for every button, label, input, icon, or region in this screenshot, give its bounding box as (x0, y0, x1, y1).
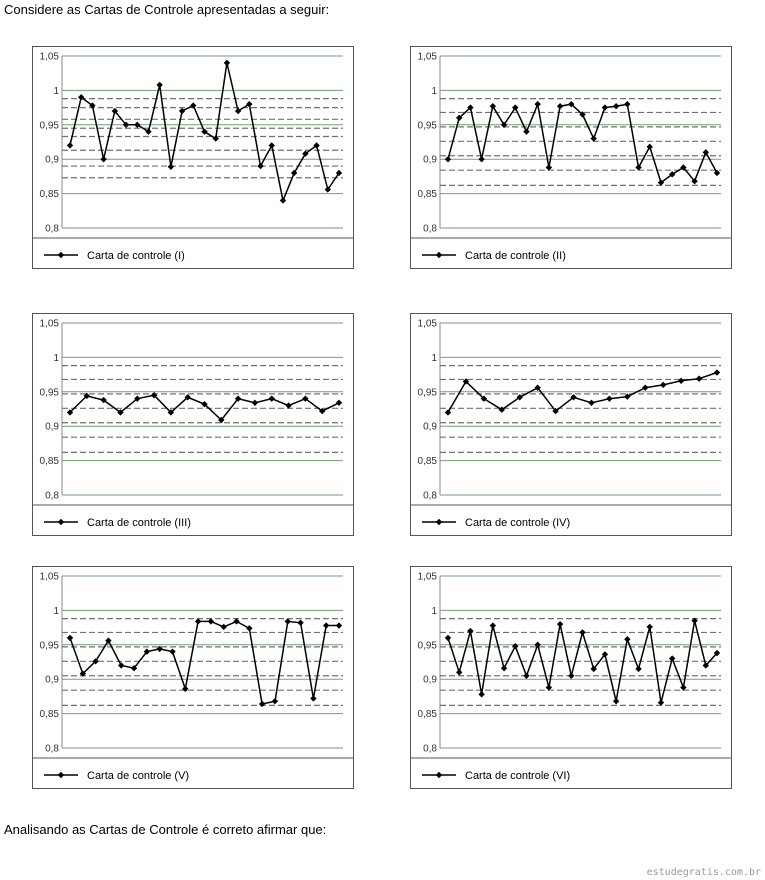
y-tick-label: 0,8 (423, 743, 437, 755)
watermark: estudegratis.com.br (646, 867, 761, 878)
y-tick-label: 0,85 (39, 709, 59, 721)
control-chart-2 (410, 46, 732, 269)
y-tick-label: 0,8 (45, 743, 59, 755)
y-tick-label: 1,05 (39, 51, 59, 63)
y-tick-label: 0,85 (417, 709, 437, 721)
legend-label: Carta de controle (II) (465, 250, 566, 262)
question-text: Analisando as Cartas de Controle é correto afirmar que: (4, 822, 327, 837)
chart-frame (33, 47, 354, 269)
y-tick-label: 0,9 (423, 421, 437, 433)
chart-svg (410, 566, 732, 789)
y-tick-label: 0,95 (39, 640, 59, 652)
legend-label: Carta de controle (I) (87, 250, 185, 262)
y-tick-label: 1,05 (417, 571, 437, 583)
y-tick-label: 0,95 (39, 120, 59, 132)
legend-label: Carta de controle (V) (87, 770, 190, 782)
control-chart-1 (32, 46, 354, 269)
y-tick-label: 1 (431, 605, 437, 617)
y-tick-label: 0,9 (45, 154, 59, 166)
y-tick-label: 0,8 (45, 490, 59, 502)
y-tick-label: 0,95 (417, 120, 437, 132)
y-tick-label: 0,85 (417, 189, 437, 201)
y-tick-label: 0,85 (39, 456, 59, 468)
y-tick-label: 1,05 (39, 571, 59, 583)
legend-label: Carta de controle (VI) (465, 770, 571, 782)
control-chart-6 (410, 566, 732, 789)
legend-label: Carta de controle (III) (87, 517, 191, 529)
chart-svg (410, 46, 732, 269)
y-tick-label: 0,8 (423, 223, 437, 235)
y-tick-label: 1,05 (417, 51, 437, 63)
chart-frame (33, 314, 354, 536)
y-tick-label: 0,9 (423, 674, 437, 686)
chart-svg (410, 313, 732, 536)
control-chart-5 (32, 566, 354, 789)
y-tick-label: 0,9 (45, 421, 59, 433)
chart-svg (32, 313, 354, 536)
chart-frame (33, 567, 354, 789)
y-tick-label: 0,95 (417, 387, 437, 399)
y-tick-label: 0,95 (39, 387, 59, 399)
y-tick-label: 0,8 (45, 223, 59, 235)
y-tick-label: 0,8 (423, 490, 437, 502)
legend-label: Carta de controle (IV) (465, 517, 571, 529)
y-tick-label: 1,05 (417, 318, 437, 330)
y-tick-label: 1 (431, 352, 437, 364)
y-tick-label: 0,9 (45, 674, 59, 686)
intro-text: Considere as Cartas de Controle apresentadas a seguir: (4, 2, 330, 17)
y-tick-label: 1 (53, 605, 59, 617)
y-tick-label: 1 (53, 85, 59, 97)
control-chart-4 (410, 313, 732, 536)
y-tick-label: 1 (431, 85, 437, 97)
chart-frame (411, 314, 732, 536)
y-tick-label: 0,9 (423, 154, 437, 166)
chart-svg (32, 566, 354, 789)
y-tick-label: 0,85 (417, 456, 437, 468)
control-chart-3 (32, 313, 354, 536)
chart-frame (411, 47, 732, 269)
y-tick-label: 0,95 (417, 640, 437, 652)
y-tick-label: 0,85 (39, 189, 59, 201)
chart-svg (32, 46, 354, 269)
y-tick-label: 1 (53, 352, 59, 364)
y-tick-label: 1,05 (39, 318, 59, 330)
